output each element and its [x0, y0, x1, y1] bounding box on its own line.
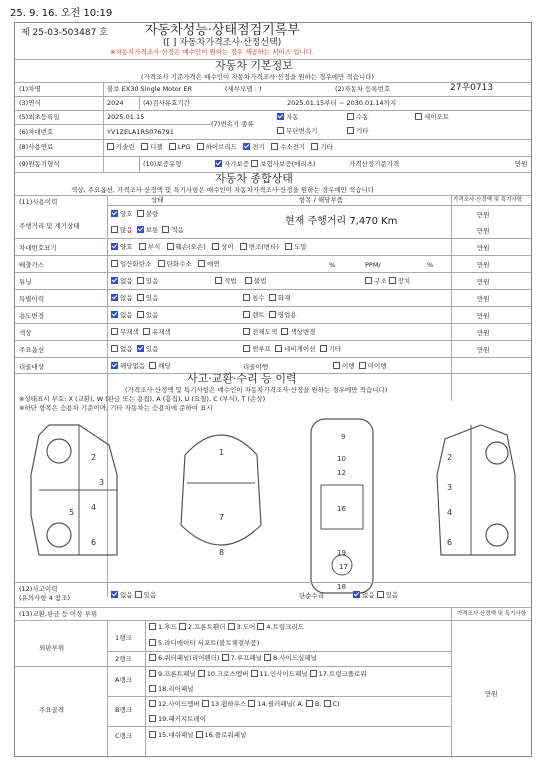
options-navi-checkbox[interactable] — [275, 345, 282, 352]
warranty-label: (10)보증유형 — [143, 160, 182, 168]
svg-text:18: 18 — [337, 583, 346, 591]
opt-label: 침수 — [252, 294, 265, 302]
opt-label: 하이브리드 — [205, 143, 237, 151]
usage-business-checkbox[interactable] — [269, 311, 276, 318]
detail-model-label: (세부모델 : ) — [225, 85, 262, 93]
trans-semi-checkbox[interactable] — [415, 113, 422, 120]
fuel-gasoline-checkbox[interactable] — [107, 143, 114, 150]
opt-label: 있음 — [143, 591, 157, 599]
svg-text:9: 9 — [341, 433, 346, 441]
opt-label: 변조(변타) — [248, 243, 279, 251]
rank2-label: 2랭크 — [115, 655, 132, 663]
opt-label: 적법 — [224, 277, 237, 285]
outer-label: 외판부위 — [39, 644, 65, 652]
pct-unit: % — [427, 261, 434, 269]
opt-label: B. — [314, 700, 322, 708]
pillar-b-checkbox[interactable] — [306, 700, 313, 707]
status-legend: ※상태표시 부호: X (교환), W (판금 또는 용접), A (흠집), U (요철), C (부식), T (손상) — [19, 395, 266, 403]
opt-label: 기타 — [320, 143, 333, 151]
door-checkbox[interactable] — [228, 623, 235, 630]
opt-label: 양호 — [120, 210, 133, 218]
opt-label: 도말 — [294, 243, 307, 251]
vin-label: (6)차대번호 — [19, 128, 54, 136]
color-change-checkbox[interactable] — [281, 328, 288, 335]
section-status-note: 색상, 주요옵션, 가격조사·산정액 및 특기사항은 매수인이 자동차가격조사·산정을 원하는 경우에만 적습니다 — [71, 186, 375, 194]
special-none-checkbox[interactable] — [111, 294, 118, 301]
reg-no: 27우0713 — [450, 83, 494, 93]
opt-label: 수동 — [356, 113, 369, 121]
opt-label: 상이 — [220, 243, 234, 251]
vin-good-checkbox[interactable] — [111, 243, 118, 250]
warranty-insurer-checkbox[interactable] — [251, 160, 258, 167]
color-label: 색상 — [19, 329, 32, 337]
opt-label: 8.사이드실패널 — [273, 654, 317, 662]
mileage-value: 현재 주행거리 7,470 Km — [285, 216, 398, 227]
price-label: 가격산정기준가격 — [349, 160, 400, 168]
mileage-bad-checkbox[interactable] — [137, 210, 144, 217]
color-chromatic-checkbox[interactable] — [143, 328, 150, 335]
opt-label: 1.후드 — [158, 623, 177, 631]
opt-label: 썬루프 — [252, 345, 271, 353]
opt-label: 장치 — [397, 277, 411, 285]
recall-status-label: 리콜이행 — [243, 363, 269, 371]
section-basic-title: 자동차 기본정보 — [215, 59, 293, 72]
pct-unit: % — [329, 261, 336, 269]
opt-label: 없음 — [120, 277, 133, 285]
warranty-self-checkbox[interactable] — [215, 160, 222, 167]
car-side-right-diagram — [431, 415, 521, 565]
svg-text:4: 4 — [91, 503, 97, 512]
svg-text:6: 6 — [91, 538, 97, 547]
vin: YV1ZELA1RS076791 — [107, 128, 174, 136]
svg-text:12: 12 — [337, 469, 346, 477]
trunk-lid-checkbox[interactable] — [257, 623, 264, 630]
opt-label: 없음 — [120, 294, 133, 302]
opt-label: 구조 — [374, 277, 387, 285]
opt-label: 해당없음 — [120, 362, 146, 370]
emission-co-checkbox[interactable] — [111, 260, 118, 267]
opt-label: 색상변경 — [290, 328, 316, 336]
inspection-record — [14, 22, 532, 757]
trans-label: (7)변속기 종류 — [211, 120, 254, 128]
car-side-left-diagram — [19, 415, 127, 565]
tuning-illegal-checkbox[interactable] — [245, 277, 252, 284]
usage-label: 용도변경 — [19, 312, 45, 320]
usage-yes-checkbox[interactable] — [137, 311, 144, 318]
opt-label: 있음 — [145, 345, 159, 353]
won-unit: 만원 — [515, 160, 528, 168]
vin-diff-checkbox[interactable] — [212, 243, 219, 250]
tuning-device-checkbox[interactable] — [389, 277, 396, 284]
svg-text:1: 1 — [219, 448, 225, 457]
won-unit: 만원 — [477, 312, 490, 320]
opt-label: 있음 — [145, 311, 159, 319]
ppm-unit: PPM/ — [365, 261, 381, 269]
usage-none-checkbox[interactable] — [111, 311, 118, 318]
svg-text:19: 19 — [337, 549, 346, 557]
car-top-diagram — [165, 415, 277, 565]
opt-label: 3.도어 — [236, 623, 256, 631]
simple-yes-checkbox[interactable] — [377, 591, 384, 598]
front-fender-checkbox[interactable] — [179, 623, 186, 630]
accident-label: (12)사고이력 — [19, 585, 58, 593]
opt-label: 불법 — [253, 277, 267, 285]
cross-member-checkbox[interactable] — [198, 670, 205, 677]
opt-label: 18.리어패널 — [158, 685, 194, 693]
opt-label: 매연 — [206, 260, 220, 268]
trans-manual-checkbox[interactable] — [347, 113, 354, 120]
roof-panel-checkbox[interactable] — [222, 654, 229, 661]
section-basic-note: (가격조사 기준가격은 매수인이 자동차가격조사·산정을 원하는 경우에만 적습니다) — [141, 73, 375, 81]
rankA-label: A랭크 — [115, 676, 133, 684]
opt-label: 불량 — [145, 210, 159, 218]
opt-label: 2.프론트휀더 — [187, 623, 226, 631]
svg-text:16: 16 — [337, 505, 346, 513]
mileage-few-checkbox[interactable] — [162, 226, 169, 233]
opt-label: 12.사이드멤버 — [158, 700, 200, 708]
exchange-label: (13)교환,판금 등 이상 부위 — [19, 610, 98, 618]
opt-label: 7.루프패널 — [230, 654, 262, 662]
won-unit: 만원 — [485, 690, 498, 698]
special-label: 특별이력 — [19, 295, 45, 303]
mileage-label: 주행거리 및 계기상태 — [19, 222, 80, 230]
opt-label: 없음 — [120, 311, 133, 319]
opt-label: 기타 — [328, 345, 342, 353]
main-frame-label: 주요골격 — [39, 706, 65, 714]
exchange-price-head: 가격조사·산정액 및 특기사항 — [457, 611, 527, 617]
won-unit: 만원 — [477, 261, 490, 269]
fuel-label: (8)사용연료 — [19, 143, 54, 151]
fuel-etc-checkbox[interactable] — [311, 143, 318, 150]
year-label: (3)연식 — [19, 99, 41, 107]
floor-panel-checkbox[interactable] — [196, 731, 203, 738]
service-notice: ※자동차가격조사·산정은 매수인이 원하는 경우 제공하는 서비스 입니다. — [110, 48, 315, 56]
recall-notdone-checkbox[interactable] — [359, 362, 366, 369]
recall-label: 리콜대상 — [19, 363, 45, 371]
inside-panel-checkbox[interactable] — [251, 670, 258, 677]
opt-label: 전기 — [252, 143, 265, 151]
opt-label: 렌트 — [252, 311, 265, 319]
svg-text:4: 4 — [447, 508, 453, 517]
opt-label: 세미오토 — [424, 113, 450, 121]
opt-label: 유채색 — [151, 328, 171, 336]
won-unit: 만원 — [477, 227, 490, 235]
vin-damage-checkbox[interactable] — [167, 243, 174, 250]
accident-sub: (유의사항 4 참조) — [19, 594, 71, 602]
opt-label: 전체도색 — [252, 328, 278, 336]
tuning-yes-checkbox[interactable] — [137, 277, 144, 284]
opt-label: 훼손(오손) — [175, 243, 206, 251]
svg-text:5: 5 — [69, 508, 75, 517]
options-label: 주요옵션 — [19, 346, 45, 354]
front-panel-checkbox[interactable] — [149, 670, 156, 677]
svg-text:7: 7 — [219, 513, 225, 522]
recall-yes-checkbox[interactable] — [149, 362, 156, 369]
first-reg-label: (5)최초등록일 — [19, 113, 60, 121]
color-achromatic-checkbox[interactable] — [111, 328, 118, 335]
col-item: (11)사용이력 — [19, 198, 58, 206]
emission-smoke-checkbox[interactable] — [198, 260, 205, 267]
hood-checkbox[interactable] — [149, 623, 156, 630]
opt-label: 해당 — [158, 362, 171, 370]
recall-none-checkbox[interactable] — [111, 362, 118, 369]
quarter-panel-checkbox[interactable] — [149, 654, 156, 661]
color-full-paint-checkbox[interactable] — [243, 328, 250, 335]
pillar-panel-checkbox[interactable] — [248, 700, 255, 707]
opt-label: 가솔린 — [116, 143, 135, 151]
special-fire-checkbox[interactable] — [269, 294, 276, 301]
opt-label: 미이행 — [367, 362, 387, 370]
opt-label: 일산화탄소 — [120, 260, 152, 268]
accident-yes-checkbox[interactable] — [135, 591, 142, 598]
opt-label: 5.라디에이터 서포트(볼트체결부품) — [158, 639, 260, 647]
first-reg: 2025.01.15 — [107, 113, 145, 121]
tuning-none-checkbox[interactable] — [111, 277, 118, 284]
mileage-many-checkbox[interactable] — [111, 226, 118, 233]
opt-label: LPG — [177, 143, 191, 151]
opt-label: 보통 — [145, 226, 159, 234]
svg-text:2: 2 — [91, 453, 97, 462]
mileage-good-checkbox[interactable] — [111, 210, 118, 217]
usage-rent-checkbox[interactable] — [243, 311, 250, 318]
pillar-c-checkbox[interactable] — [324, 700, 331, 707]
opt-label: 9.프론트패널 — [158, 670, 196, 678]
simple-none-checkbox[interactable] — [353, 591, 360, 598]
opt-label: 19.패키지트레이 — [158, 715, 207, 723]
emission-label: 배출가스 — [19, 261, 45, 269]
opt-label: 양호 — [120, 243, 133, 251]
svg-text:8: 8 — [219, 548, 225, 557]
opt-label: 없음 — [120, 345, 133, 353]
opt-label: C) — [332, 700, 340, 708]
options-etc-checkbox[interactable] — [320, 345, 327, 352]
opt-label: 11.인사이드패널 — [259, 670, 308, 678]
opt-label: 13.휠하우스 — [210, 700, 247, 708]
opt-label: 부식 — [147, 243, 161, 251]
svg-text:6: 6 — [447, 538, 453, 547]
tuning-structure-checkbox[interactable] — [365, 277, 372, 284]
won-unit: 만원 — [477, 278, 490, 286]
fuel-diesel-checkbox[interactable] — [141, 143, 148, 150]
simple-repair-label: 단순수리 — [299, 592, 325, 600]
opt-label: 디젤 — [150, 143, 163, 151]
options-sunroof-checkbox[interactable] — [243, 345, 250, 352]
tuning-label: 튜닝 — [19, 278, 32, 286]
accident-none-checkbox[interactable] — [111, 591, 118, 598]
trans-auto-checkbox[interactable] — [277, 113, 284, 120]
svg-text:17: 17 — [339, 563, 348, 571]
opt-label: 많음 — [120, 226, 133, 234]
valid-label: (4)검사유효기간 — [143, 99, 190, 107]
tuning-legal-checkbox[interactable] — [215, 277, 222, 284]
svg-text:3: 3 — [447, 483, 453, 492]
recall-done-checkbox[interactable] — [333, 362, 340, 369]
wheel-house-checkbox[interactable] — [202, 700, 209, 707]
trunk-floor-checkbox[interactable] — [310, 670, 317, 677]
section-history-note: (가격조사·산정액 및 특기사항은 매수인이 자동차가격조사·산정을 원하는 경우에만 적습니다) — [125, 386, 388, 394]
options-yes-checkbox[interactable] — [137, 345, 144, 352]
reg-no-label: (2)자동차 등록번호 — [335, 85, 391, 93]
opt-label: 있음 — [385, 591, 399, 599]
vin-corrosion-checkbox[interactable] — [139, 243, 146, 250]
col-price: 가격조사·산정액 및 특기사항 — [453, 197, 523, 203]
fuel-electric-checkbox[interactable] — [243, 143, 250, 150]
page-title: 자동차성능·상태점검기록부 — [145, 23, 300, 38]
vin-mark-label: 차대번호표기 — [19, 244, 57, 252]
opt-label: 15.대쉬패널 — [158, 731, 194, 739]
vin-smeared-checkbox[interactable] — [285, 243, 292, 250]
fuel-hydrogen-checkbox[interactable] — [271, 143, 278, 150]
opt-label: 이행 — [342, 362, 355, 370]
opt-label: 있음 — [145, 294, 159, 302]
trans-etc-checkbox[interactable] — [347, 127, 354, 134]
car-name: 볼보 EX30 Single Motor ER — [107, 85, 193, 93]
rear-panel-checkbox[interactable] — [149, 685, 156, 692]
vin-altered-checkbox[interactable] — [240, 243, 247, 250]
subtitle: ([ ] 자동차가격조사·산정선택) — [163, 38, 282, 48]
trans-cvt-checkbox[interactable] — [277, 127, 284, 134]
opt-label: 16.플로워패널 — [204, 731, 247, 739]
fuel-hybrid-checkbox[interactable] — [197, 143, 204, 150]
opt-label: 화재 — [277, 294, 291, 302]
opt-label: 자동 — [286, 113, 299, 121]
rankC-label: C랭크 — [115, 732, 133, 740]
opt-label: 적음 — [171, 226, 184, 234]
dash-panel-checkbox[interactable] — [149, 731, 156, 738]
car-name-label: (1)차명 — [19, 85, 41, 93]
opt-label: 6.쿼터패널(리어펜더) — [158, 654, 220, 662]
opt-label: 4.트렁크리드 — [266, 623, 304, 631]
opt-label: 영업용 — [277, 311, 297, 319]
opt-label: 기타 — [356, 127, 369, 135]
opt-label: 수소전기 — [279, 143, 306, 151]
mileage-normal-checkbox[interactable] — [137, 226, 144, 233]
special-yes-checkbox[interactable] — [137, 294, 144, 301]
engine-label: (9)원동기형식 — [19, 160, 60, 168]
opt-label: 없음 — [120, 591, 133, 599]
special-flood-checkbox[interactable] — [243, 294, 250, 301]
year: 2024 — [107, 99, 124, 107]
col-state: 상태 — [151, 196, 164, 204]
won-unit: 만원 — [477, 244, 490, 252]
package-tray-checkbox[interactable] — [149, 715, 156, 722]
opt-label: 탄화수소 — [166, 260, 192, 268]
status-legend-2: ※하단 항목은 승용차 기준이며, 기타 자동차는 승용차에 준하여 표시 — [19, 404, 213, 412]
won-unit: 만원 — [477, 346, 490, 354]
col-detail: 항목 / 해당부품 — [299, 196, 343, 204]
svg-text:2: 2 — [447, 453, 453, 462]
valid-period: 2025.01.15부터 ~ 2030.01.14까지 — [287, 99, 397, 107]
section-history-title: 사고·교환·수리 등 이력 — [187, 372, 297, 385]
opt-label: 자가보증 — [224, 160, 250, 168]
rank1-label: 1랭크 — [115, 634, 132, 642]
opt-label: 있음 — [145, 277, 159, 285]
opt-label: 17.트렁크플로워 — [318, 670, 367, 678]
won-unit: 만원 — [477, 295, 490, 303]
won-unit: 만원 — [477, 329, 490, 337]
svg-text:3: 3 — [99, 478, 105, 487]
opt-label: 무채색 — [120, 328, 139, 336]
won-unit: 만원 — [477, 211, 490, 219]
options-none-checkbox[interactable] — [111, 345, 118, 352]
timestamp: 25. 9. 16. 오전 10:19 — [10, 8, 113, 19]
opt-label: 10.크로스멤버 — [206, 670, 249, 678]
doc-number: 제 25-03-503487 호 — [21, 28, 108, 38]
opt-label: 없음 — [362, 591, 375, 599]
side-sill-checkbox[interactable] — [264, 654, 271, 661]
opt-label: 네비게이션 — [283, 345, 316, 353]
svg-text:10: 10 — [337, 455, 346, 463]
radiator-support-checkbox[interactable] — [149, 639, 156, 646]
side-member-checkbox[interactable] — [149, 700, 156, 707]
opt-label: 무단변속기 — [286, 127, 318, 135]
car-frame-diagram — [301, 415, 383, 597]
opt-label: 보험사보증(메리츠) — [260, 160, 316, 168]
fuel-lpg-checkbox[interactable] — [169, 143, 176, 150]
emission-hc-checkbox[interactable] — [158, 260, 165, 267]
opt-label: 14.필러패널( A. — [257, 700, 304, 708]
section-status-title: 자동차 종합상태 — [215, 172, 293, 185]
rankB-label: B랭크 — [115, 706, 133, 714]
